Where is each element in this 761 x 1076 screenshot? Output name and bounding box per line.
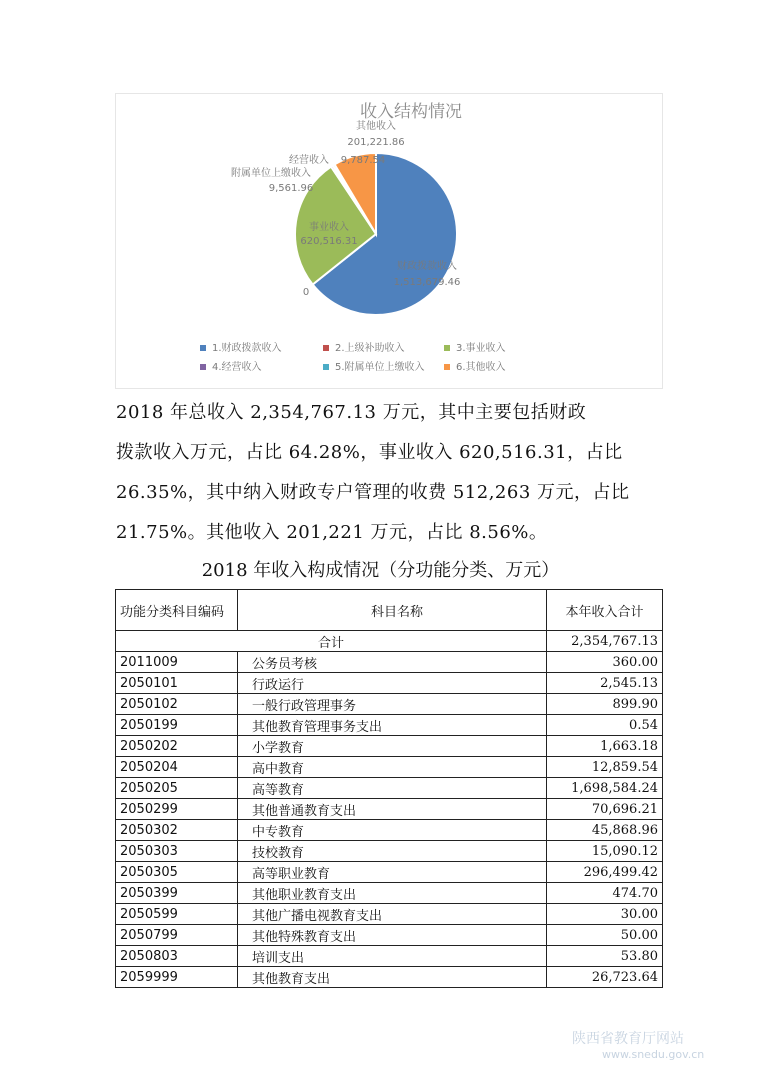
table-row xyxy=(116,778,663,799)
row-code: 2050302 xyxy=(116,820,238,841)
row-code: 2050303 xyxy=(116,841,238,862)
table-total-row xyxy=(116,631,663,652)
total-label: 合计 xyxy=(116,631,547,652)
data-label-value: 201,221.86 xyxy=(347,137,405,148)
row-amount: 50.00 xyxy=(547,925,663,946)
chart-title: 收入结构情况 xyxy=(360,102,462,122)
row-amount: 899.90 xyxy=(547,694,663,715)
row-code: 2050399 xyxy=(116,883,238,904)
header-amount: 本年收入合计 xyxy=(547,590,663,631)
header-name: 科目名称 xyxy=(238,590,547,631)
row-amount: 15,090.12 xyxy=(547,841,663,862)
legend-swatch xyxy=(200,364,206,370)
row-code: 2050299 xyxy=(116,799,238,820)
row-name: 行政运行 xyxy=(238,673,547,694)
income-summary-paragraph xyxy=(116,393,656,553)
row-code: 2050803 xyxy=(116,946,238,967)
watermark-url: www.snedu.gov.cn xyxy=(602,1048,705,1061)
table-row xyxy=(116,967,663,988)
site-watermark xyxy=(572,1028,704,1061)
table-row xyxy=(116,757,663,778)
table-row xyxy=(116,883,663,904)
table-row xyxy=(116,736,663,757)
table-row xyxy=(116,925,663,946)
data-label-name: 附属单位上缴收入 xyxy=(231,168,311,179)
row-amount: 30.00 xyxy=(547,904,663,925)
table-row xyxy=(116,673,663,694)
row-amount: 360.00 xyxy=(547,652,663,673)
legend-label: 5.附属单位上缴收入 xyxy=(335,362,425,373)
row-name: 其他教育管理事务支出 xyxy=(238,715,547,736)
paragraph-line: 21.75%。其他收入 201,221 万元，占比 8.56%。 xyxy=(116,522,548,543)
row-code: 2050799 xyxy=(116,925,238,946)
row-code: 2050204 xyxy=(116,757,238,778)
row-name: 一般行政管理事务 xyxy=(238,694,547,715)
table-row xyxy=(116,694,663,715)
data-label-name: 财政拨款收入 xyxy=(397,261,457,272)
legend-label: 1.财政拨款收入 xyxy=(212,343,282,354)
row-name: 其他普通教育支出 xyxy=(238,799,547,820)
paragraph-line: 26.35%，其中纳入财政专户管理的收费 512,263 万元，占比 xyxy=(116,482,630,503)
row-code: 2050199 xyxy=(116,715,238,736)
row-amount: 12,859.54 xyxy=(547,757,663,778)
pie-chart xyxy=(115,93,663,389)
data-label: 0 xyxy=(302,287,310,298)
row-amount: 0.54 xyxy=(547,715,663,736)
row-name: 其他特殊教育支出 xyxy=(238,925,547,946)
row-code: 2050599 xyxy=(116,904,238,925)
row-name: 中专教育 xyxy=(238,820,547,841)
data-label-name: 经营收入 xyxy=(289,155,329,166)
row-name: 其他广播电视教育支出 xyxy=(238,904,547,925)
row-name: 高等职业教育 xyxy=(238,862,547,883)
legend-label: 2.上级补助收入 xyxy=(335,343,405,354)
row-amount: 296,499.42 xyxy=(547,862,663,883)
row-name: 公务员考核 xyxy=(238,652,547,673)
table-header-row xyxy=(116,590,663,631)
row-amount: 1,663.18 xyxy=(547,736,663,757)
row-code: 2059999 xyxy=(116,967,238,988)
row-name: 小学教育 xyxy=(238,736,547,757)
data-label-value: 1,513,679.46 xyxy=(393,277,461,288)
row-amount: 1,698,584.24 xyxy=(547,778,663,799)
row-code: 2050202 xyxy=(116,736,238,757)
legend-label: 4.经营收入 xyxy=(212,362,262,373)
row-amount: 70,696.21 xyxy=(547,799,663,820)
row-amount: 53.80 xyxy=(547,946,663,967)
header-code: 功能分类科目编码 xyxy=(116,590,238,631)
row-amount: 45,868.96 xyxy=(547,820,663,841)
legend-swatch xyxy=(444,364,450,370)
row-code: 2011009 xyxy=(116,652,238,673)
legend-label: 3.事业收入 xyxy=(456,343,506,354)
income-table xyxy=(115,589,663,988)
row-code: 2050102 xyxy=(116,694,238,715)
row-code: 2050101 xyxy=(116,673,238,694)
data-label-name: 事业收入 xyxy=(309,222,349,233)
table-row xyxy=(116,841,663,862)
row-amount: 2,545.13 xyxy=(547,673,663,694)
total-value: 2,354,767.13 xyxy=(547,631,663,652)
row-name: 高中教育 xyxy=(238,757,547,778)
table-row xyxy=(116,799,663,820)
data-label-name: 其他收入 xyxy=(356,121,396,132)
table-row xyxy=(116,946,663,967)
row-name: 高等教育 xyxy=(238,778,547,799)
table-row xyxy=(116,715,663,736)
row-amount: 474.70 xyxy=(547,883,663,904)
legend-swatch xyxy=(200,345,206,351)
row-name: 培训支出 xyxy=(238,946,547,967)
paragraph-line: 拨款收入万元，占比 64.28%，事业收入 620,516.31，占比 xyxy=(116,442,623,463)
table-row xyxy=(116,820,663,841)
data-label-value: 9,561.96 xyxy=(268,183,314,194)
legend-label: 6.其他收入 xyxy=(456,362,506,373)
table-title: 2018 年收入构成情况（分功能分类、万元） xyxy=(201,560,560,581)
legend-swatch xyxy=(323,364,329,370)
watermark-name: 陕西省教育厅网站 xyxy=(572,1031,684,1047)
data-label-value: 620,516.31 xyxy=(300,236,358,247)
table-row xyxy=(116,904,663,925)
row-code: 2050305 xyxy=(116,862,238,883)
pie-chart-svg xyxy=(116,94,662,388)
row-code: 2050205 xyxy=(116,778,238,799)
data-label-value: 9,787.54 xyxy=(340,155,386,166)
row-name: 其他职业教育支出 xyxy=(238,883,547,904)
legend-swatch xyxy=(444,345,450,351)
row-amount: 26,723.64 xyxy=(547,967,663,988)
paragraph-line: 2018 年总收入 2,354,767.13 万元，其中主要包括财政 xyxy=(116,402,587,423)
table-row xyxy=(116,652,663,673)
legend-swatch xyxy=(323,345,329,351)
row-name: 技校教育 xyxy=(238,841,547,862)
table-row xyxy=(116,862,663,883)
row-name: 其他教育支出 xyxy=(238,967,547,988)
